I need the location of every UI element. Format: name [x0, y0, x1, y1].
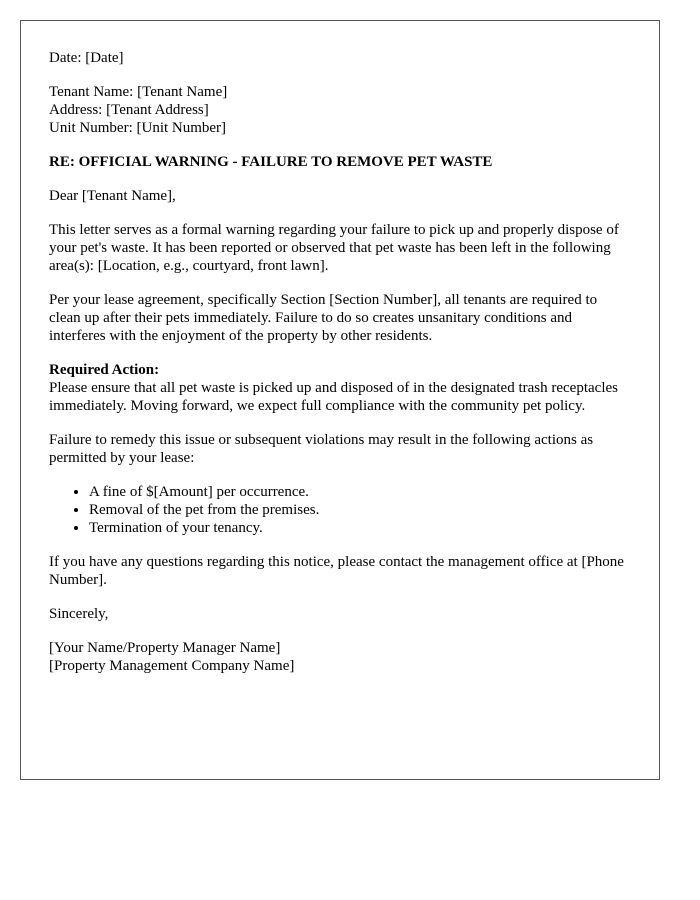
company-name: [Property Management Company Name] [49, 658, 295, 674]
letter-subject: RE: OFFICIAL WARNING - FAILURE TO REMOVE PET WASTE [49, 154, 493, 170]
required-action-text: Please ensure that all pet waste is picked up and disposed of in the designated trash receptacles immediately. Moving forward, we expect full compliance with the community pet policy. [49, 380, 618, 414]
warning-letter [20, 20, 660, 780]
tenant-info [49, 83, 631, 137]
signature-block [49, 639, 631, 675]
signer-name: [Your Name/Property Manager Name] [49, 640, 281, 656]
list-item: • Termination of your tenancy. [89, 519, 631, 537]
list-item: • Removal of the pet from the premises. [89, 501, 631, 519]
tenant-unit-number: Unit Number: [Unit Number] [49, 120, 227, 136]
consequence-list [49, 483, 631, 537]
letter-date: Date: [Date] [49, 50, 124, 66]
tenant-address: Address: [Tenant Address] [49, 102, 209, 118]
sign-off: Sincerely, [49, 606, 109, 622]
paragraph-lease: Per your lease agreement, specifically Section [Section Number], all tenants are required to clean up after their pets immediately. Failure to do so creates unsanitary conditions and interferes with the enjoyment of the property by other residents. [49, 292, 598, 344]
paragraph-contact: If you have any questions regarding this notice, please contact the management office at [Phone Number]. [49, 554, 624, 588]
required-action-section [49, 361, 631, 415]
salutation: Dear [Tenant Name], [49, 188, 176, 204]
tenant-name: Tenant Name: [Tenant Name] [49, 84, 228, 100]
list-item: • A fine of $[Amount] per occurrence. [89, 483, 631, 501]
paragraph-consequences: Failure to remedy this issue or subsequent violations may result in the following actions as permitted by your lease: [49, 432, 594, 466]
required-action-heading: Required Action: [49, 362, 160, 378]
paragraph-warning: This letter serves as a formal warning regarding your failure to pick up and properly dispose of your pet's waste. It has been reported or observed that pet waste has been left in the following area(s): [Location, e.g., courtyard, front lawn]. [49, 222, 619, 274]
